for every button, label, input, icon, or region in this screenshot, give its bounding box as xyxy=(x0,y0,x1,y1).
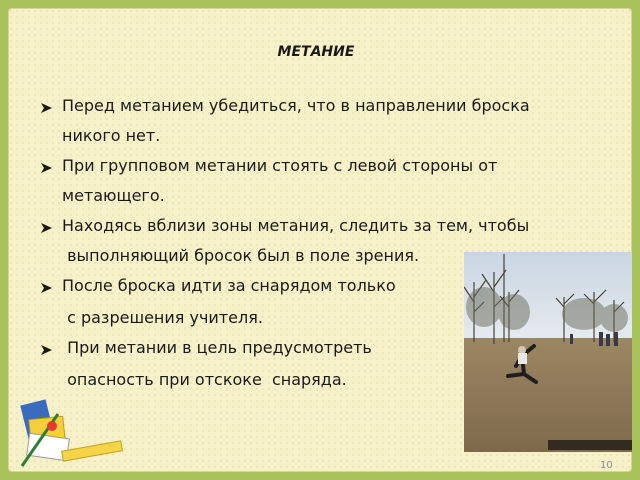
bullet-1-line-1: Перед метанием убедиться, что в направлении броска xyxy=(62,96,530,115)
arrow-bullet-icon xyxy=(40,281,54,295)
title-text: МЕТАНИЕ xyxy=(277,44,355,60)
bullet-4-line-1: После броска идти за снарядом только xyxy=(62,276,396,295)
bullet-5-line-1: При метании в цель предусмотреть xyxy=(62,338,372,357)
slide-panel xyxy=(8,8,632,472)
arrow-bullet-icon xyxy=(40,343,54,357)
bullet-3-line-2: выполняющий бросок был в поле зрения. xyxy=(62,246,420,265)
arrow-bullet-icon xyxy=(40,221,54,235)
bullet-3-line-1: Находясь вблизи зоны метания, следить за тем, чтобы xyxy=(62,216,530,235)
page-number: 10 xyxy=(600,460,613,471)
arrow-bullet-icon xyxy=(40,101,54,115)
slide-title xyxy=(8,44,628,60)
bullet-2-line-2: метающего. xyxy=(62,186,165,205)
bullet-4-line-2: с разрешения учителя. xyxy=(62,308,263,327)
school-supplies-icon xyxy=(18,396,128,472)
bullet-1-line-2: никого нет. xyxy=(62,126,161,145)
arrow-bullet-icon xyxy=(40,161,54,175)
thrower-photo xyxy=(464,252,632,452)
bullet-5-line-2: опасность при отскоке снаряда. xyxy=(62,370,347,389)
bullet-2-line-1: При групповом метании стоять с левой стороны от xyxy=(62,156,498,175)
